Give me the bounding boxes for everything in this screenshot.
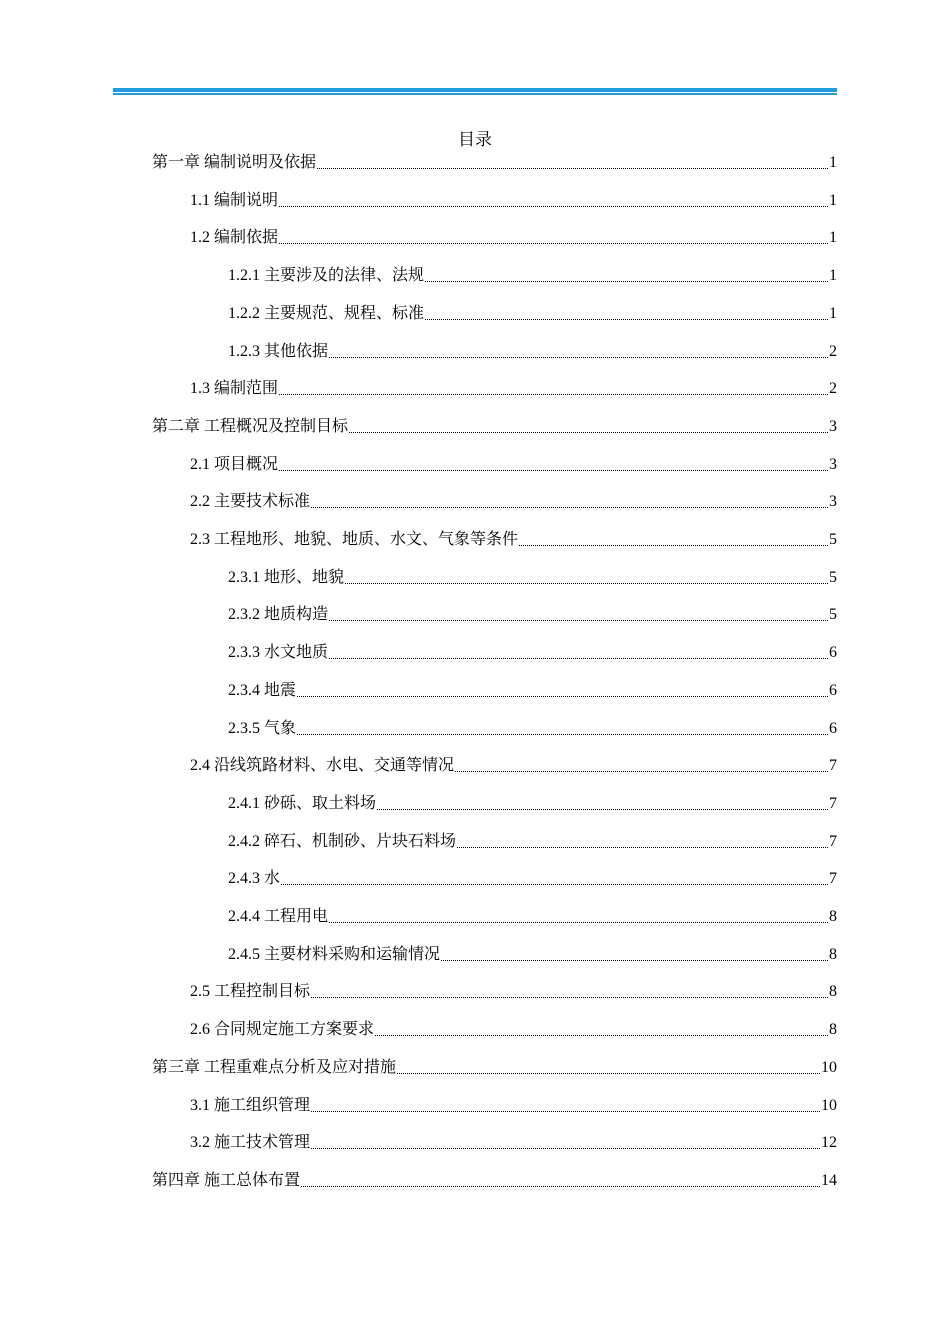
toc-entry-label: 第三章 工程重难点分析及应对措施 bbox=[152, 1058, 397, 1076]
toc-entry-label: 第二章 工程概况及控制目标 bbox=[152, 417, 349, 435]
toc-entry-label: 2.3.1 地形、地貌 bbox=[228, 568, 345, 586]
toc-entry-label: 2.2 主要技术标准 bbox=[190, 493, 311, 511]
toc-entry-label: 1.3 编制范围 bbox=[190, 380, 279, 398]
toc-entry-label: 2.4.5 主要材料采购和运输情况 bbox=[228, 945, 441, 963]
toc-dot-leader bbox=[349, 432, 828, 433]
toc-entry[interactable] bbox=[228, 830, 837, 854]
toc-entry-label: 2.3.2 地质构造 bbox=[228, 606, 329, 624]
toc-dot-leader bbox=[455, 771, 828, 772]
toc-entry-label: 2.3 工程地形、地貌、地质、水文、气象等条件 bbox=[190, 531, 519, 548]
toc-entry[interactable] bbox=[190, 189, 837, 213]
toc-entry-page-number: 1 bbox=[829, 267, 837, 285]
header-rule-thick-line bbox=[113, 88, 837, 92]
toc-entry-label: 1.2.2 主要规范、规程、标准 bbox=[228, 304, 425, 322]
header-rule-thin-line bbox=[113, 93, 837, 95]
toc-entry[interactable] bbox=[228, 717, 837, 741]
toc-dot-leader bbox=[317, 168, 828, 169]
toc-dot-leader bbox=[425, 281, 828, 282]
toc-entry-page-number: 2 bbox=[829, 380, 837, 398]
toc-entry-page-number: 14 bbox=[821, 1171, 837, 1189]
toc-entry-page-number: 12 bbox=[821, 1134, 837, 1152]
toc-entry-label: 3.2 施工技术管理 bbox=[190, 1134, 311, 1152]
toc-dot-leader bbox=[329, 620, 828, 621]
toc-entry-page-number: 1 bbox=[829, 304, 837, 322]
toc-entry-page-number: 10 bbox=[821, 1096, 837, 1114]
toc-dot-leader bbox=[519, 545, 828, 546]
toc-dot-leader bbox=[375, 1035, 828, 1036]
toc-dot-leader bbox=[279, 206, 828, 207]
toc-dot-leader bbox=[329, 357, 828, 358]
toc-entry-page-number: 6 bbox=[829, 681, 837, 699]
toc-entry-page-number: 7 bbox=[829, 870, 837, 888]
toc-entry-page-number: 8 bbox=[829, 945, 837, 963]
toc-dot-leader bbox=[311, 997, 828, 998]
toc-entry-page-number: 5 bbox=[829, 606, 837, 624]
toc-entry-label: 2.4.2 碎石、机制砂、片块石料场 bbox=[228, 832, 457, 850]
toc-entry-label: 2.4.3 水 bbox=[228, 870, 281, 888]
toc-dot-leader bbox=[345, 583, 828, 584]
toc-entry-page-number: 5 bbox=[829, 531, 837, 548]
toc-entry-label: 3.1 施工组织管理 bbox=[190, 1096, 311, 1114]
toc-entry-label: 2.3.5 气象 bbox=[228, 719, 297, 737]
toc-entry[interactable] bbox=[228, 264, 837, 288]
toc-dot-leader bbox=[281, 884, 828, 885]
toc-entry[interactable] bbox=[152, 151, 837, 175]
toc-entry[interactable] bbox=[190, 528, 837, 552]
toc-dot-leader bbox=[301, 1186, 820, 1187]
toc-entry[interactable] bbox=[228, 943, 837, 967]
toc-dot-leader bbox=[279, 243, 828, 244]
toc-dot-leader bbox=[311, 1111, 820, 1112]
toc-entry-label: 2.5 工程控制目标 bbox=[190, 983, 311, 1001]
toc-entry-label: 1.1 编制说明 bbox=[190, 191, 279, 209]
toc-entry[interactable] bbox=[228, 867, 837, 891]
toc-dot-leader bbox=[377, 809, 828, 810]
toc-entry-page-number: 8 bbox=[829, 908, 837, 925]
toc-entry-page-number: 6 bbox=[829, 719, 837, 737]
toc-entry-page-number: 3 bbox=[829, 417, 837, 435]
toc-entry[interactable] bbox=[152, 415, 837, 439]
toc-entry-label: 2.1 项目概况 bbox=[190, 455, 279, 473]
toc-entry[interactable] bbox=[152, 1169, 837, 1193]
toc-entry[interactable] bbox=[190, 980, 837, 1004]
toc-entry[interactable] bbox=[190, 754, 837, 778]
toc-entry-page-number: 2 bbox=[829, 342, 837, 360]
toc-entry-page-number: 1 bbox=[829, 191, 837, 209]
toc-entry[interactable] bbox=[228, 905, 837, 929]
toc-entry-page-number: 3 bbox=[829, 493, 837, 511]
header-rule bbox=[113, 88, 837, 95]
toc-entry[interactable] bbox=[228, 302, 837, 326]
toc-entry[interactable] bbox=[190, 377, 837, 401]
toc-dot-leader bbox=[457, 847, 828, 848]
toc-entry[interactable] bbox=[190, 1018, 837, 1042]
toc-entry-label: 2.6 合同规定施工方案要求 bbox=[190, 1021, 375, 1039]
toc-dot-leader bbox=[279, 470, 828, 471]
toc-dot-leader bbox=[311, 1148, 820, 1149]
toc-entry-page-number: 10 bbox=[821, 1058, 837, 1076]
toc-entry-page-number: 1 bbox=[829, 154, 837, 171]
toc-title: 目录 bbox=[458, 130, 492, 149]
toc-dot-leader bbox=[397, 1073, 820, 1074]
toc-entry[interactable] bbox=[190, 1131, 837, 1155]
toc-entry[interactable] bbox=[228, 340, 837, 364]
toc-dot-leader bbox=[279, 394, 828, 395]
toc-entry[interactable] bbox=[190, 490, 837, 514]
toc-entry-label: 2.4.1 砂砾、取土料场 bbox=[228, 794, 377, 812]
toc-entry-page-number: 5 bbox=[829, 568, 837, 586]
toc-entry-label: 2.4.4 工程用电 bbox=[228, 908, 329, 925]
toc-entry[interactable] bbox=[190, 1094, 837, 1118]
toc-entry-page-number: 6 bbox=[829, 644, 837, 662]
toc-entry-page-number: 7 bbox=[829, 757, 837, 775]
toc-entry-page-number: 1 bbox=[829, 229, 837, 247]
toc-entry-page-number: 8 bbox=[829, 1021, 837, 1039]
toc-entry-label: 1.2.3 其他依据 bbox=[228, 342, 329, 360]
toc-dot-leader bbox=[329, 658, 828, 659]
toc-entry-label: 第四章 施工总体布置 bbox=[152, 1171, 301, 1189]
toc-dot-leader bbox=[297, 734, 828, 735]
toc-dot-leader bbox=[441, 960, 828, 961]
toc-entry[interactable] bbox=[152, 1056, 837, 1080]
toc-entry-label: 2.4 沿线筑路材料、水电、交通等情况 bbox=[190, 757, 455, 775]
toc-entry[interactable] bbox=[228, 641, 837, 665]
toc-entry[interactable] bbox=[228, 566, 837, 590]
toc-entry-page-number: 7 bbox=[829, 794, 837, 812]
toc-entry[interactable] bbox=[228, 679, 837, 703]
toc-entry-label: 1.2 编制依据 bbox=[190, 229, 279, 247]
toc-entry[interactable] bbox=[190, 226, 837, 250]
toc-entry-label: 1.2.1 主要涉及的法律、法规 bbox=[228, 267, 425, 285]
toc-dot-leader bbox=[297, 696, 828, 697]
toc-entry[interactable] bbox=[190, 453, 837, 477]
toc-dot-leader bbox=[329, 922, 828, 923]
toc-entry-label: 2.3.3 水文地质 bbox=[228, 644, 329, 662]
toc-dot-leader bbox=[311, 507, 828, 508]
toc-dot-leader bbox=[425, 319, 828, 320]
toc-entry[interactable] bbox=[228, 603, 837, 627]
toc-entry[interactable] bbox=[228, 792, 837, 816]
toc-entry-label: 第一章 编制说明及依据 bbox=[152, 154, 317, 171]
toc-entry-page-number: 7 bbox=[829, 832, 837, 850]
toc-entry-page-number: 8 bbox=[829, 983, 837, 1001]
toc-entry-label: 2.3.4 地震 bbox=[228, 681, 297, 699]
toc-entry-page-number: 3 bbox=[829, 455, 837, 473]
